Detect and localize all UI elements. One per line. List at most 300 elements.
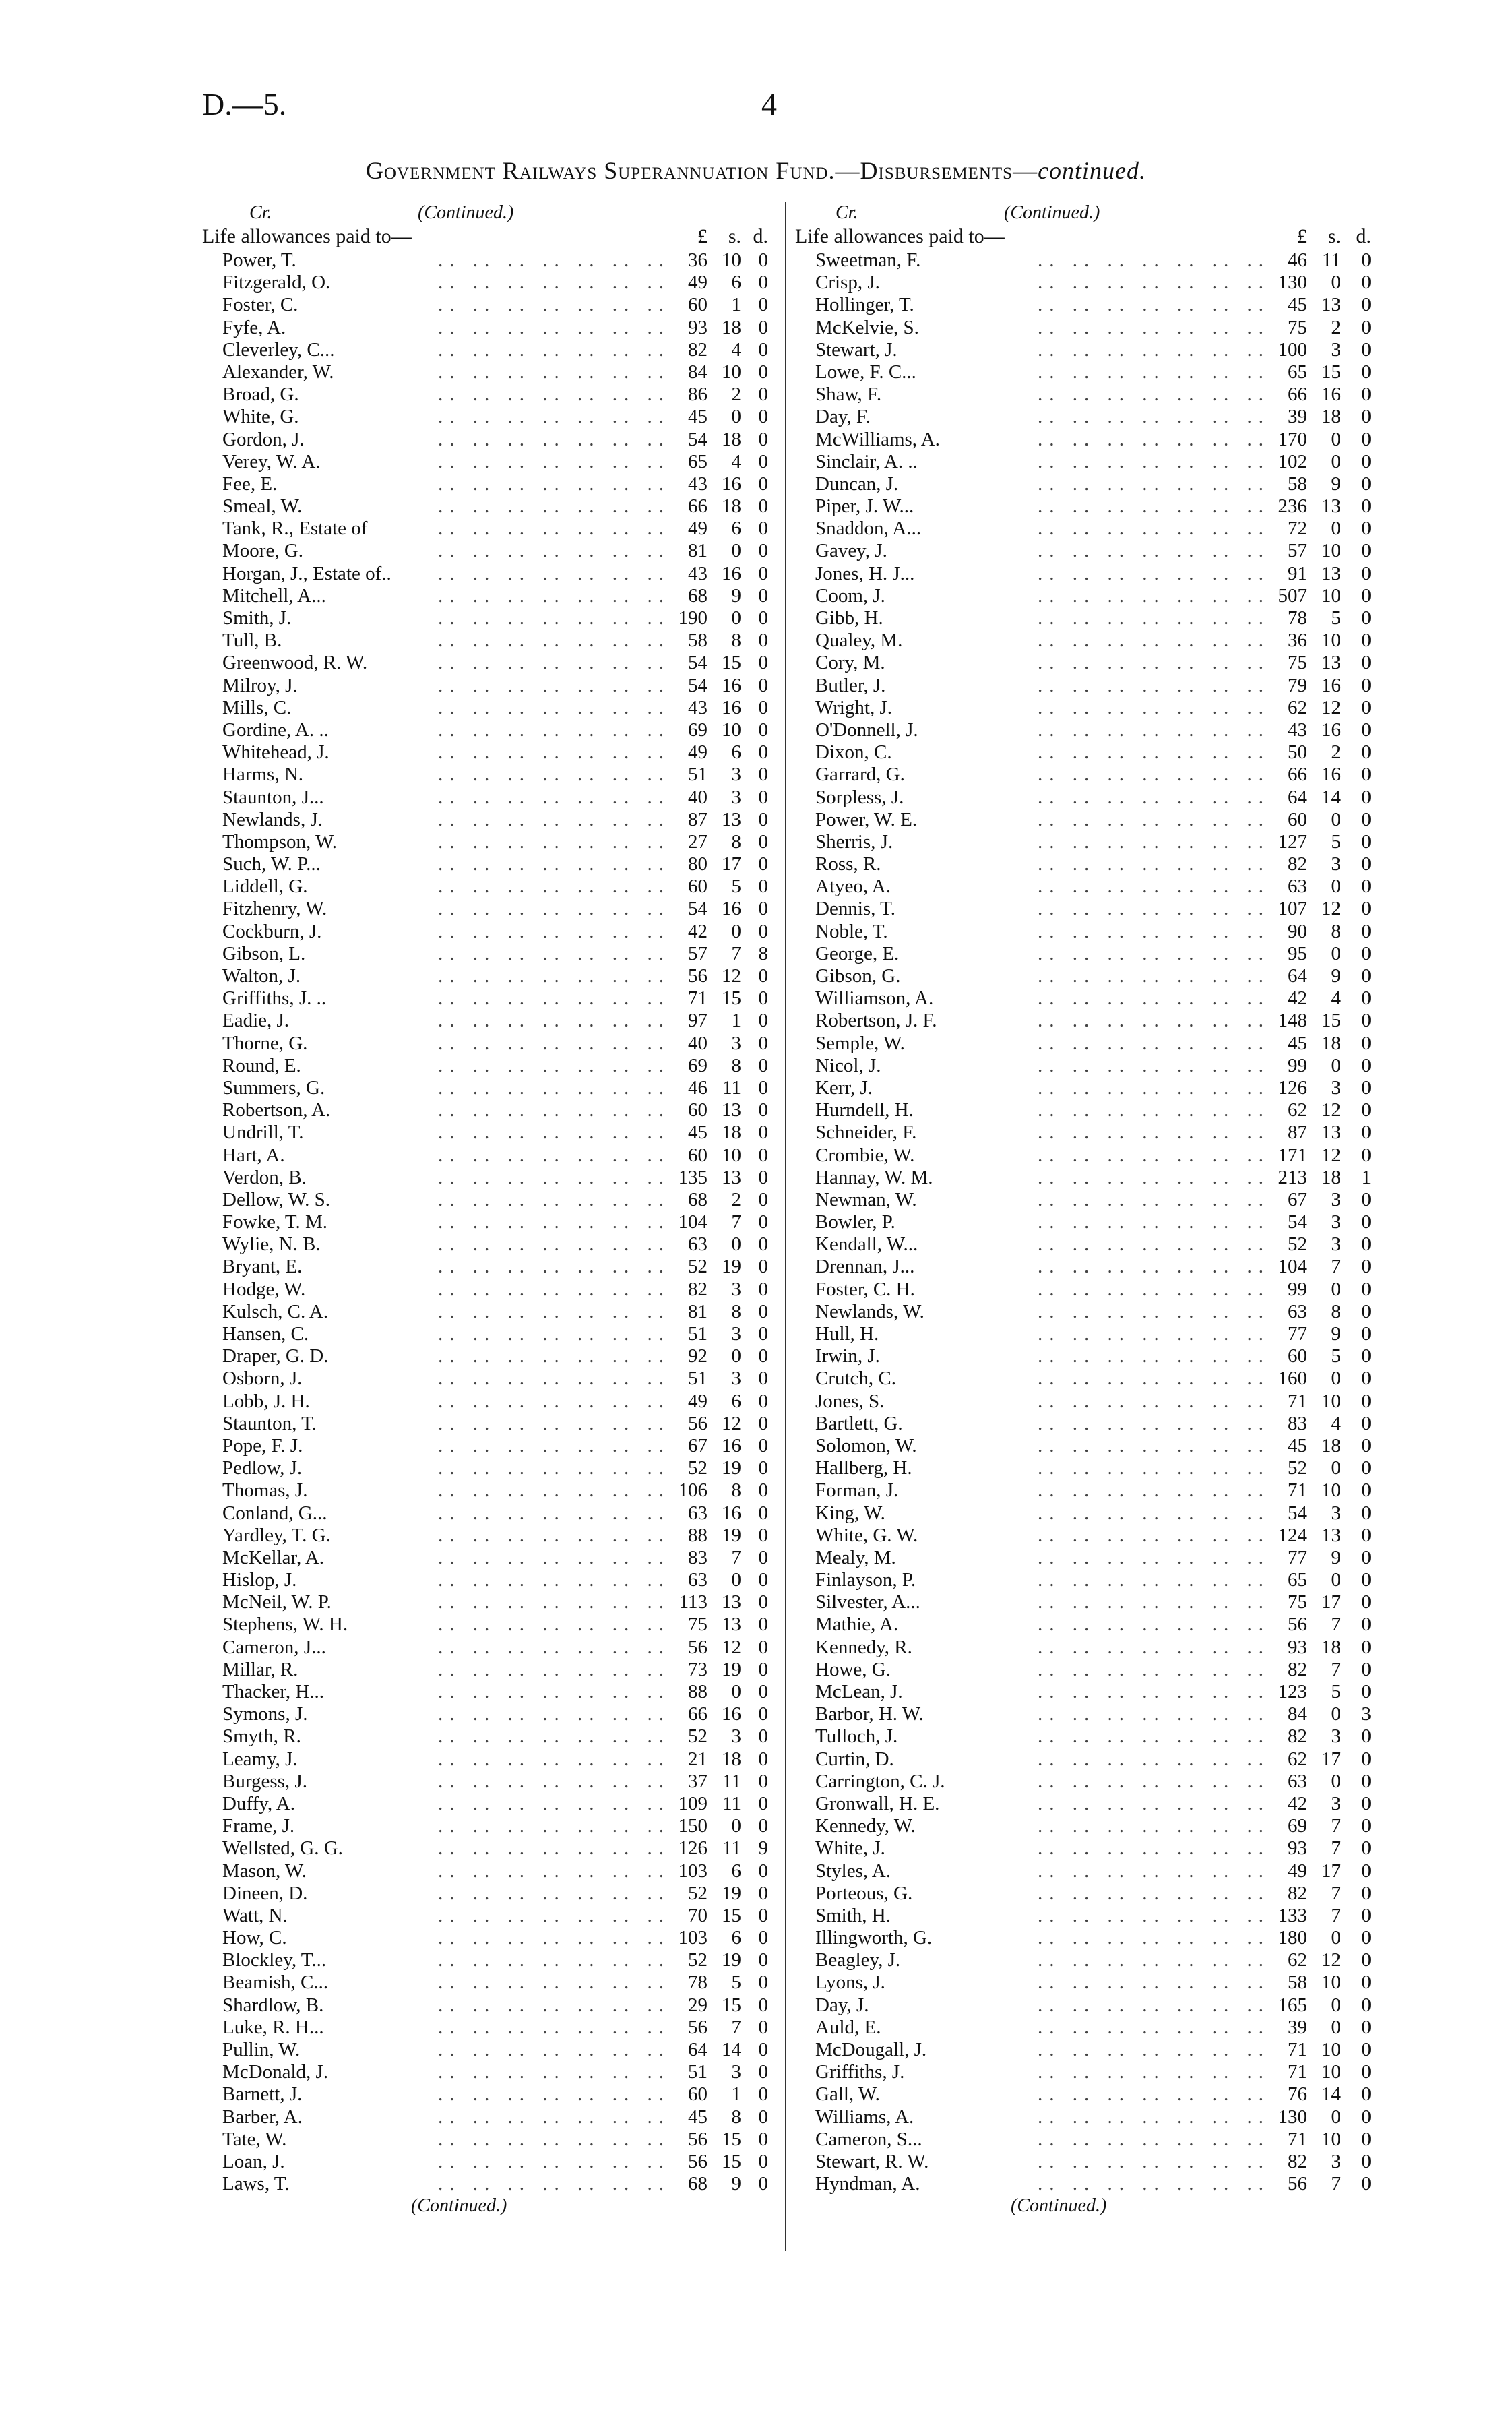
shillings-value: 10 <box>1321 540 1341 562</box>
pounds-value: 60 <box>688 294 707 316</box>
table-row <box>202 1323 778 1345</box>
leader-dots: .. .. .. .. .. .. .. <box>1038 1010 1270 1032</box>
payee-name: Crisp, J. <box>815 272 880 294</box>
leader-dots: .. .. .. .. .. .. .. <box>438 1211 670 1233</box>
payee-name: McWilliams, A. <box>815 428 940 450</box>
pence-value: 0 <box>1361 876 1371 898</box>
pence-value: 0 <box>1361 1524 1371 1546</box>
pence-value: 0 <box>1361 1882 1371 1904</box>
pounds-value: 40 <box>688 1032 707 1054</box>
pence-value: 3 <box>1361 1703 1371 1725</box>
leader-dots: .. .. .. .. .. .. .. <box>1038 1636 1270 1658</box>
pence-value: 0 <box>1361 1591 1371 1614</box>
pounds-value: 67 <box>688 1434 707 1457</box>
page-title <box>0 156 1512 185</box>
shillings-value: 10 <box>1321 2039 1341 2060</box>
payee-name: Foster, C. <box>222 294 298 316</box>
shillings-value: 16 <box>1321 718 1341 741</box>
leader-dots: .. .. .. .. .. .. .. <box>438 1591 670 1614</box>
shillings-value: 3 <box>1331 1233 1341 1256</box>
shillings-value: 9 <box>1331 472 1341 495</box>
pence-value: 0 <box>1361 1748 1371 1770</box>
table-row <box>202 1860 778 1882</box>
leader-dots: .. .. .. .. .. .. .. <box>438 652 670 674</box>
leader-dots: .. .. .. .. .. .. .. <box>438 696 670 718</box>
pounds-value: 56 <box>688 2128 707 2150</box>
leader-dots: .. .. .. .. .. .. .. <box>438 2061 670 2083</box>
table-row <box>795 809 1378 831</box>
table-row <box>202 1793 778 1815</box>
pounds-value: 52 <box>688 1457 707 1479</box>
leader-dots: .. .. .. .. .. .. .. <box>1038 1166 1270 1188</box>
payee-name: Lobb, J. H. <box>222 1390 310 1412</box>
leader-dots: .. .. .. .. .. .. .. <box>1038 1099 1270 1122</box>
table-row <box>795 1033 1378 1055</box>
pounds-value: 75 <box>1288 652 1307 674</box>
right-shilling-header: s. <box>1327 225 1341 247</box>
pence-value: 0 <box>758 2083 768 2106</box>
pounds-value: 78 <box>688 1971 707 1994</box>
leader-dots: .. .. .. .. .. .. .. <box>1038 942 1270 964</box>
shillings-value: 0 <box>1331 876 1341 898</box>
pence-value: 0 <box>758 384 768 406</box>
payee-name: Sorpless, J. <box>815 786 904 808</box>
pounds-value: 109 <box>678 1792 707 1814</box>
payee-name: Fitzhenry, W. <box>222 898 327 920</box>
payee-name: White, G. W. <box>815 1524 918 1546</box>
payee-name: Bryant, E. <box>222 1256 303 1278</box>
payee-name: Bartlett, G. <box>815 1412 903 1434</box>
pence-value: 0 <box>758 584 768 607</box>
shillings-value: 0 <box>731 406 741 428</box>
payee-name: Snaddon, A... <box>815 518 922 540</box>
table-row <box>795 429 1378 451</box>
leader-dots: .. .. .. .. .. .. .. <box>438 2173 670 2195</box>
shillings-value: 17 <box>1321 1591 1341 1614</box>
pounds-value: 81 <box>688 540 707 562</box>
table-row <box>795 1748 1378 1771</box>
shillings-value: 0 <box>1331 518 1341 540</box>
pounds-value: 71 <box>1288 1479 1307 1502</box>
pence-value: 0 <box>758 1636 768 1658</box>
leader-dots: .. .. .. .. .. .. .. <box>1038 2039 1270 2060</box>
table-row <box>202 451 778 473</box>
payee-name: Crombie, W. <box>815 1144 915 1166</box>
shillings-value: 13 <box>722 1166 741 1188</box>
shillings-value: 10 <box>1321 1479 1341 1502</box>
pounds-value: 127 <box>1278 830 1307 853</box>
right-subheading-row <box>795 225 1378 249</box>
payee-name: Atyeo, A. <box>815 876 891 898</box>
shillings-value: 5 <box>731 876 741 898</box>
pence-value: 0 <box>758 1457 768 1479</box>
payee-name: Luke, R. H... <box>222 2016 324 2038</box>
shillings-value: 0 <box>731 1569 741 1591</box>
pounds-value: 107 <box>1278 898 1307 920</box>
left-column <box>202 202 778 2222</box>
shillings-value: 0 <box>1331 1994 1341 2016</box>
pounds-value: 67 <box>1288 1188 1307 1211</box>
pence-value: 0 <box>758 674 768 696</box>
shillings-value: 3 <box>1331 1502 1341 1524</box>
pounds-value: 64 <box>688 2039 707 2060</box>
shillings-value: 0 <box>1331 450 1341 472</box>
payee-name: Broad, G. <box>222 384 299 406</box>
leader-dots: .. .. .. .. .. .. .. <box>438 1614 670 1636</box>
pence-value: 0 <box>758 1323 768 1345</box>
table-row <box>202 1010 778 1032</box>
pounds-value: 43 <box>688 696 707 718</box>
pounds-value: 190 <box>678 607 707 629</box>
shillings-value: 0 <box>1331 942 1341 964</box>
table-row <box>202 1233 778 1256</box>
shillings-value: 5 <box>1331 607 1341 629</box>
shillings-value: 11 <box>722 1770 741 1792</box>
pounds-value: 82 <box>688 1278 707 1300</box>
leader-dots: .. .. .. .. .. .. .. <box>438 428 670 450</box>
payee-name: Schneider, F. <box>815 1122 917 1144</box>
payee-name: Garrard, G. <box>815 764 905 786</box>
leader-dots: .. .. .. .. .. .. .. <box>438 2016 670 2038</box>
pence-value: 0 <box>1361 316 1371 338</box>
payee-name: Shardlow, B. <box>222 1994 324 2016</box>
pence-value: 0 <box>758 1927 768 1949</box>
table-row <box>795 2106 1378 2129</box>
shillings-value: 19 <box>722 1949 741 1971</box>
table-row <box>795 921 1378 943</box>
shillings-value: 15 <box>722 1994 741 2016</box>
leader-dots: .. .. .. .. .. .. .. <box>1038 898 1270 920</box>
pounds-value: 43 <box>688 472 707 495</box>
payee-name: Cockburn, J. <box>222 920 322 942</box>
leader-dots: .. .. .. .. .. .. .. <box>1038 2128 1270 2150</box>
table-row <box>202 406 778 428</box>
table-row <box>202 719 778 741</box>
table-row <box>202 1033 778 1055</box>
pounds-value: 21 <box>688 1748 707 1770</box>
pence-value: 0 <box>1361 674 1371 696</box>
pence-value: 0 <box>758 1390 768 1412</box>
shillings-value: 11 <box>722 1837 741 1860</box>
pounds-value: 160 <box>1278 1368 1307 1390</box>
payee-name: Millar, R. <box>222 1658 298 1680</box>
leader-dots: .. .. .. .. .. .. .. <box>1038 518 1270 540</box>
table-row <box>202 249 778 272</box>
shillings-value: 0 <box>1331 272 1341 294</box>
table-row <box>202 1479 778 1502</box>
payee-name: Sherris, J. <box>815 830 893 853</box>
shillings-value: 0 <box>731 920 741 942</box>
pounds-value: 76 <box>1288 2083 1307 2106</box>
pence-value: 0 <box>1361 1971 1371 1994</box>
pounds-value: 66 <box>688 495 707 518</box>
table-row <box>795 1301 1378 1323</box>
pounds-value: 106 <box>678 1479 707 1502</box>
payee-name: Mitchell, A... <box>222 584 326 607</box>
pounds-value: 63 <box>688 1569 707 1591</box>
table-row <box>795 2173 1378 2195</box>
table-row <box>202 2083 778 2106</box>
payee-name: Smith, H. <box>815 1904 891 1926</box>
leader-dots: .. .. .. .. .. .. .. <box>1038 1971 1270 1994</box>
leader-dots: .. .. .. .. .. .. .. <box>438 898 670 920</box>
leader-dots: .. .. .. .. .. .. .. <box>438 1681 670 1703</box>
leader-dots: .. .. .. .. .. .. .. <box>1038 2106 1270 2128</box>
table-row <box>202 876 778 898</box>
pence-value: 0 <box>758 316 768 338</box>
pounds-value: 62 <box>1288 1099 1307 1122</box>
leader-dots: .. .. .. .. .. .. .. <box>438 1390 670 1412</box>
pounds-value: 60 <box>688 2083 707 2106</box>
pence-value: 0 <box>758 1233 768 1256</box>
left-pence-header: d. <box>753 225 768 247</box>
pence-value: 0 <box>758 1479 768 1502</box>
left-subheading: Life allowances paid to— <box>202 225 412 247</box>
pounds-value: 39 <box>1288 406 1307 428</box>
payee-name: Harms, N. <box>222 764 304 786</box>
pounds-value: 45 <box>688 2106 707 2128</box>
pounds-value: 507 <box>1278 584 1307 607</box>
table-row <box>202 1256 778 1278</box>
pence-value: 0 <box>1361 1815 1371 1837</box>
shillings-value: 18 <box>1321 1434 1341 1457</box>
payee-name: Dineen, D. <box>222 1882 308 1904</box>
table-row <box>202 2151 778 2173</box>
pence-value: 0 <box>1361 1770 1371 1792</box>
pence-value: 0 <box>1361 1994 1371 2016</box>
pence-value: 0 <box>1361 1099 1371 1122</box>
pence-value: 0 <box>1361 406 1371 428</box>
table-row <box>202 1368 778 1390</box>
pounds-value: 130 <box>1278 2106 1307 2128</box>
pounds-value: 56 <box>688 965 707 987</box>
table-row <box>795 1435 1378 1457</box>
pounds-value: 80 <box>688 853 707 876</box>
shillings-value: 0 <box>731 540 741 562</box>
payee-name: Burgess, J. <box>222 1770 307 1792</box>
leader-dots: .. .. .. .. .. .. .. <box>1038 472 1270 495</box>
leader-dots: .. .. .. .. .. .. .. <box>1038 1949 1270 1971</box>
shillings-value: 11 <box>1322 249 1341 271</box>
shillings-value: 14 <box>722 2039 741 2060</box>
leader-dots: .. .. .. .. .. .. .. <box>438 540 670 562</box>
leader-dots: .. .. .. .. .. .. .. <box>1038 1904 1270 1926</box>
pence-value: 0 <box>758 1524 768 1546</box>
shillings-value: 9 <box>731 584 741 607</box>
shillings-value: 16 <box>722 696 741 718</box>
pence-value: 0 <box>758 2016 768 2038</box>
pence-value: 0 <box>1361 1546 1371 1568</box>
pounds-value: 66 <box>1288 384 1307 406</box>
shillings-value: 17 <box>1321 1860 1341 1882</box>
leader-dots: .. .. .. .. .. .. .. <box>1038 876 1270 898</box>
payee-name: McDonald, J. <box>222 2061 329 2083</box>
payee-name: Griffiths, J. <box>815 2061 905 2083</box>
pence-value: 0 <box>758 1300 768 1322</box>
shillings-value: 17 <box>1321 1748 1341 1770</box>
leader-dots: .. .. .. .. .. .. .. <box>438 786 670 808</box>
pence-value: 0 <box>1361 853 1371 876</box>
leader-dots: .. .. .. .. .. .. .. <box>1038 1345 1270 1368</box>
table-row <box>202 1122 778 1144</box>
table-row <box>202 1390 778 1413</box>
shillings-value: 0 <box>1331 428 1341 450</box>
table-row <box>202 1457 778 1479</box>
shillings-value: 18 <box>1321 1166 1341 1188</box>
leader-dots: .. .. .. .. .. .. .. <box>438 518 670 540</box>
pounds-value: 71 <box>1288 2128 1307 2150</box>
pence-value: 0 <box>758 1278 768 1300</box>
pence-value: 0 <box>1361 1256 1371 1278</box>
payee-name: Gronwall, H. E. <box>815 1792 940 1814</box>
table-row <box>202 1771 778 1793</box>
leader-dots: .. .. .. .. .. .. .. <box>1038 2061 1270 2083</box>
pounds-value: 45 <box>688 1122 707 1144</box>
pounds-value: 27 <box>688 830 707 853</box>
leader-dots: .. .. .. .. .. .. .. <box>438 965 670 987</box>
shillings-value: 15 <box>722 2150 741 2172</box>
payee-name: Barbor, H. W. <box>815 1703 924 1725</box>
leader-dots: .. .. .. .. .. .. .. <box>438 1166 670 1188</box>
table-row <box>795 563 1378 585</box>
shillings-value: 6 <box>731 1390 741 1412</box>
payee-name: Illingworth, G. <box>815 1927 933 1949</box>
payee-name: Gibson, G. <box>815 965 901 987</box>
pounds-value: 60 <box>688 1099 707 1122</box>
payee-name: Tank, R., Estate of <box>222 518 368 540</box>
payee-name: Pope, F. J. <box>222 1434 303 1457</box>
table-row <box>202 630 778 652</box>
table-row <box>202 1144 778 1167</box>
pounds-value: 68 <box>688 2173 707 2195</box>
payee-name: Mills, C. <box>222 696 292 718</box>
leader-dots: .. .. .. .. .. .. .. <box>1038 2150 1270 2172</box>
pence-value: 0 <box>1361 1233 1371 1256</box>
pence-value: 0 <box>1361 1188 1371 1211</box>
payee-name: Mason, W. <box>222 1860 307 1882</box>
leader-dots: .. .. .. .. .. .. .. <box>1038 786 1270 808</box>
table-row <box>795 317 1378 339</box>
table-row <box>202 1614 778 1636</box>
payee-name: Newlands, J. <box>222 808 323 830</box>
table-row <box>795 1167 1378 1189</box>
shillings-value: 3 <box>731 1323 741 1345</box>
pence-value: 0 <box>1361 338 1371 361</box>
shillings-value: 3 <box>1331 1725 1341 1748</box>
payee-name: Thomas, J. <box>222 1479 308 1502</box>
table-row <box>795 451 1378 473</box>
shillings-value: 3 <box>731 764 741 786</box>
pounds-value: 42 <box>1288 987 1307 1010</box>
leader-dots: .. .. .. .. .. .. .. <box>1038 384 1270 406</box>
pence-value: 0 <box>1361 1949 1371 1971</box>
leader-dots: .. .. .. .. .. .. .. <box>1038 1994 1270 2016</box>
pence-value: 0 <box>1361 1927 1371 1949</box>
leader-dots: .. .. .. .. .. .. .. <box>1038 1256 1270 1278</box>
shillings-value: 8 <box>731 630 741 652</box>
shillings-value: 0 <box>731 1233 741 1256</box>
leader-dots: .. .. .. .. .. .. .. <box>438 2083 670 2106</box>
payee-name: Finlayson, P. <box>815 1569 916 1591</box>
pence-value: 0 <box>758 764 768 786</box>
leader-dots: .. .. .. .. .. .. .. <box>1038 1076 1270 1099</box>
pounds-value: 75 <box>1288 316 1307 338</box>
leader-dots: .. .. .. .. .. .. .. <box>438 1971 670 1994</box>
pounds-value: 58 <box>1288 1971 1307 1994</box>
table-row <box>795 1502 1378 1525</box>
pounds-value: 43 <box>1288 718 1307 741</box>
shillings-value: 13 <box>1321 294 1341 316</box>
leader-dots: .. .. .. .. .. .. .. <box>1038 1770 1270 1792</box>
shillings-value: 3 <box>1331 2150 1341 2172</box>
pence-value: 0 <box>758 518 768 540</box>
shillings-value: 0 <box>1331 1770 1341 1792</box>
table-row <box>202 2061 778 2083</box>
pence-value: 0 <box>758 406 768 428</box>
leader-dots: .. .. .. .. .. .. .. <box>1038 562 1270 584</box>
leader-dots: .. .. .. .. .. .. .. <box>1038 338 1270 361</box>
pence-value: 0 <box>758 1949 768 1971</box>
pence-value: 0 <box>1361 2106 1371 2128</box>
table-row <box>795 540 1378 562</box>
table-row <box>795 2017 1378 2039</box>
pounds-value: 82 <box>1288 1658 1307 1680</box>
payee-name: Kerr, J. <box>815 1076 873 1099</box>
payee-name: White, J. <box>815 1837 885 1860</box>
pounds-value: 73 <box>688 1658 707 1680</box>
pence-value: 0 <box>758 1211 768 1233</box>
payee-name: Blockley, T... <box>222 1949 327 1971</box>
payee-name: Styles, A. <box>815 1860 891 1882</box>
pence-value: 0 <box>758 1994 768 2016</box>
shillings-value: 9 <box>1331 965 1341 987</box>
payee-name: Walton, J. <box>222 965 301 987</box>
table-row <box>202 764 778 786</box>
shillings-value: 12 <box>1321 1099 1341 1122</box>
payee-name: Power, T. <box>222 249 296 271</box>
pounds-value: 133 <box>1278 1904 1307 1926</box>
payee-name: Beamish, C... <box>222 1971 329 1994</box>
pounds-value: 171 <box>1278 1144 1307 1166</box>
payee-name: Piper, J. W... <box>815 495 914 518</box>
pounds-value: 236 <box>1278 495 1307 518</box>
pence-value: 0 <box>758 1681 768 1703</box>
leader-dots: .. .. .. .. .. .. .. <box>438 718 670 741</box>
shillings-value: 15 <box>722 2128 741 2150</box>
table-row <box>202 787 778 809</box>
table-row <box>202 1345 778 1368</box>
shillings-value: 0 <box>1331 1703 1341 1725</box>
payee-name: Bowler, P. <box>815 1211 895 1233</box>
pounds-value: 72 <box>1288 518 1307 540</box>
pence-value: 0 <box>1361 1792 1371 1814</box>
pence-value: 0 <box>758 1076 768 1099</box>
payee-name: Kulsch, C. A. <box>222 1300 329 1322</box>
table-row <box>795 1771 1378 1793</box>
shillings-value: 0 <box>1331 1368 1341 1390</box>
leader-dots: .. .. .. .. .. .. .. <box>438 2150 670 2172</box>
payee-name: Gall, W. <box>815 2083 880 2106</box>
leader-dots: .. .. .. .. .. .. .. <box>1038 1569 1270 1591</box>
pounds-value: 65 <box>1288 1569 1307 1591</box>
payee-name: Smeal, W. <box>222 495 303 518</box>
table-row <box>795 1279 1378 1301</box>
pence-value: 0 <box>1361 495 1371 518</box>
pence-value: 0 <box>758 1546 768 1568</box>
pounds-value: 46 <box>1288 249 1307 271</box>
shillings-value: 18 <box>722 316 741 338</box>
table-row <box>202 2039 778 2061</box>
